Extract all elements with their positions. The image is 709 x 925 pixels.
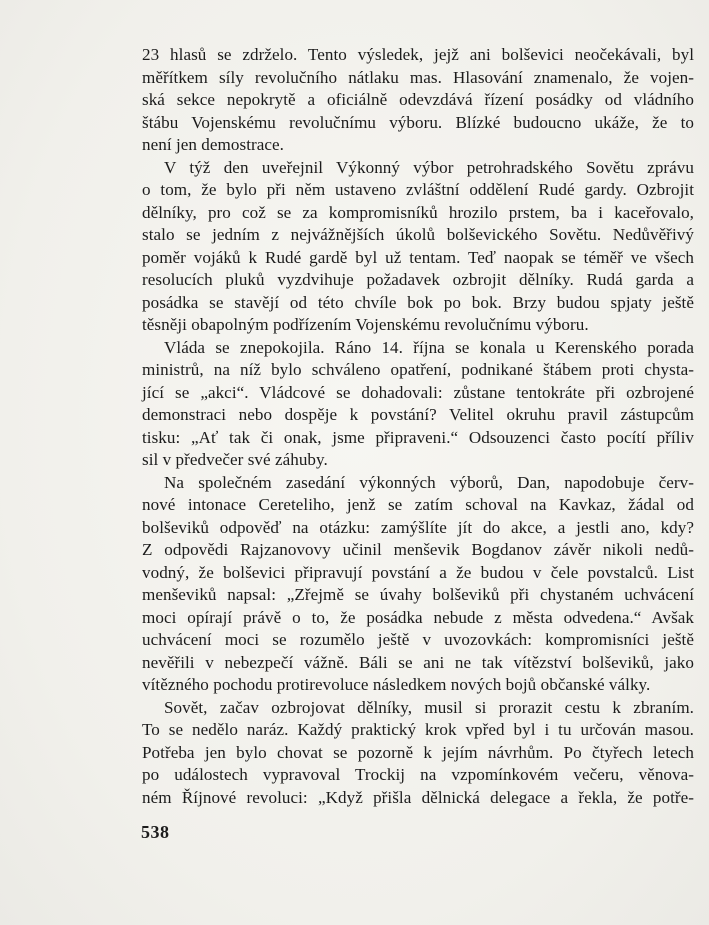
- text-line: bolševiků odpověď na otázku: zamýšlíte jít do akce, a jestli ano, kdy?: [142, 517, 694, 537]
- text-line: nevěřili v nebezpečí vážně. Báli se ani ne tak vítězství bolševiků, jako: [142, 652, 694, 672]
- paragraph-start-line: V týž den uveřejnil Výkonný výbor petrohradského Sovětu zprávu: [164, 157, 694, 177]
- text-line: nové intonace Cereteliho, jenž se zatím schoval na Kavkaz, žádal od: [142, 495, 694, 514]
- paragraph-start-line: Sovět, začav ozbrojovat dělníky, musil si prorazit cestu k zbraním.: [164, 697, 694, 717]
- text-line: moci opírají právě o to, že posádka nebude z města odvedena.“ Avšak: [142, 607, 694, 627]
- text-line: vítězného pochodu protirevoluce následkem nových bojů občanské války.: [142, 675, 651, 694]
- text-line: resolucích pluků vyzdvihuje požadavek ozbrojit dělníky. Rudá garda a: [142, 270, 694, 289]
- text-line: sil v předvečer své záhuby.: [142, 450, 328, 469]
- page-number: 538: [141, 822, 170, 842]
- text-line: To se nedělo naráz. Každý praktický krok vpřed byl i tu určován masou.: [142, 720, 694, 739]
- body-text: [142, 44, 694, 809]
- text-line: jící se „akci“. Vládcové se dohadovali: zůstane tentokráte při ozbrojené: [142, 382, 694, 402]
- text-line: stalo se jedním z nejvážnějších úkolů bolševického Sovětu. Nedůvěřivý: [142, 225, 694, 244]
- text-line: Potřeba jen bylo chovat se pozorně k jejím návrhům. Po čtyřech letech: [142, 742, 694, 762]
- text-line: měřítkem síly revolučního nátlaku mas. Hlasování znamenalo, že vojen-: [142, 67, 694, 87]
- text-line: posádka se stavějí od této chvíle bok po bok. Brzy budou spjaty ještě: [142, 292, 694, 312]
- paragraph-start-line: Vláda se znepokojila. Ráno 14. října se konala u Kerenského porada: [164, 337, 694, 357]
- text-line: Z odpovědi Rajzanovovy učinil menševik Bogdanov závěr nikoli nedů-: [142, 540, 694, 559]
- text-line: vodný, že bolševici připravují povstání a že budou v čele povstalců. List: [142, 562, 694, 582]
- text-line: dělníky, pro což se za kompromisníků hrozilo prstem, ba i kaceřovalo,: [142, 202, 694, 222]
- text-line: není jen demostrace.: [142, 135, 284, 154]
- text-line: uchvácení moci se rozumělo ještě v uvozovkách: kompromisníci ještě: [142, 630, 694, 649]
- text-line: o tom, že bylo při něm ustaveno zvláštní oddělení Rudé gardy. Ozbrojit: [142, 180, 694, 199]
- text-line: ská sekce nepokrytě a oficiálně odevzdává řízení posádky od vládního: [142, 90, 694, 109]
- text-line: tisku: „Ať tak či onak, jsme připraveni.“ Odsouzenci často pocítí příliv: [142, 427, 694, 447]
- text-line: štábu Vojenskému revolučnímu výboru. Blízké budoucno ukáže, že to: [142, 112, 694, 132]
- text-line: ministrů, na níž bylo schváleno opatření, podnikané štábem proti chysta-: [142, 360, 694, 379]
- text-line: 23 hlasů se zdrželo. Tento výsledek, jejž ani bolševici neočekávali, byl: [142, 45, 694, 64]
- text-line: po událostech vypravoval Trockij na vzpomínkovém večeru, věnova-: [142, 765, 694, 784]
- text-line: demonstraci nebo dospěje k povstání? Velitel okruhu pravil zástupcům: [142, 405, 694, 424]
- paragraph-start-line: Na společném zasedání výkonných výborů, Dan, napodobuje červ-: [164, 472, 694, 492]
- text-line: těsněji obapolným podřízením Vojenskému revolučnímu výboru.: [142, 315, 589, 334]
- text-line: poměr vojáků k Rudé gardě byl už tentam. Teď naopak se téměř ve všech: [142, 247, 694, 267]
- text-line: menševiků napsal: „Zřejmě se úvahy bolševiků při chystaném uchvácení: [142, 585, 694, 604]
- text-line: ném Říjnové revoluci: „Když přišla dělnická delegace a řekla, že potře-: [142, 787, 694, 807]
